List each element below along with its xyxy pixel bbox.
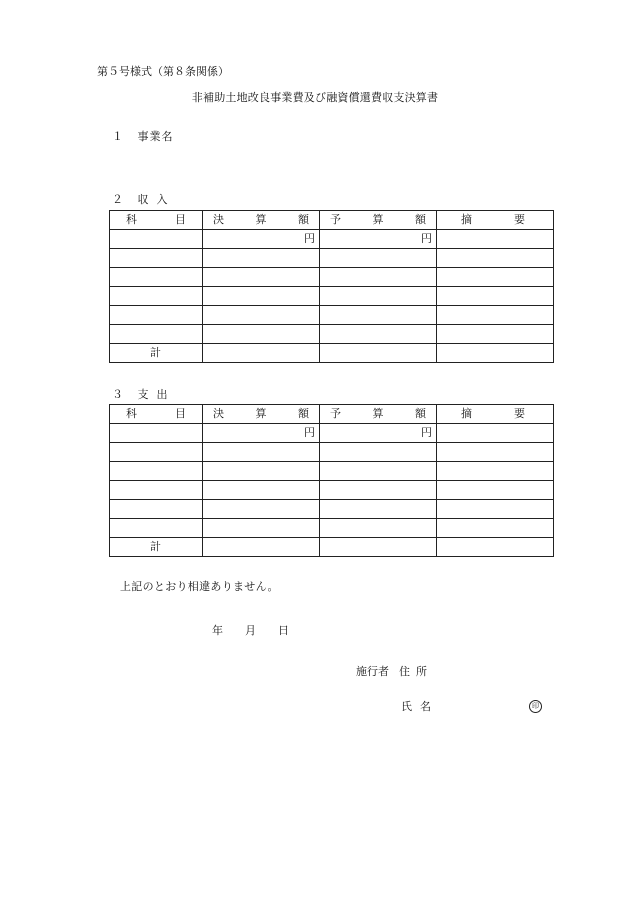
cell-item[interactable] xyxy=(110,500,203,519)
cell-budget-amount[interactable] xyxy=(320,443,437,462)
cell-remarks[interactable] xyxy=(437,500,554,519)
cell-item[interactable] xyxy=(110,462,203,481)
section-income xyxy=(112,193,176,207)
header-settled-amount: 決算額 xyxy=(203,211,320,230)
cell-item[interactable] xyxy=(110,519,203,538)
table-row xyxy=(110,249,554,268)
cell-settled-amount[interactable] xyxy=(203,500,320,519)
cell-item[interactable] xyxy=(110,268,203,287)
cell-settled-amount[interactable] xyxy=(203,325,320,344)
cell-remarks[interactable] xyxy=(437,249,554,268)
income-table xyxy=(109,210,554,363)
section-number: ３ xyxy=(112,388,123,401)
header-budget-amount: 予算額 xyxy=(320,211,437,230)
section-label: 支出 xyxy=(137,388,176,401)
address-label: 住所 xyxy=(399,665,433,678)
cell-settled-amount[interactable] xyxy=(203,249,320,268)
section-expenditure xyxy=(112,388,176,402)
cell-budget-amount[interactable]: 円 xyxy=(320,230,437,249)
cell-remarks[interactable] xyxy=(437,519,554,538)
cell-settled-amount[interactable] xyxy=(203,268,320,287)
confirmation-statement: 上記のとおり相違ありません。 xyxy=(120,580,279,593)
year-label: 年 xyxy=(212,624,223,637)
cell-item[interactable] xyxy=(110,230,203,249)
month-label: 月 xyxy=(245,624,256,637)
total-label: 計 xyxy=(110,344,203,363)
table-row xyxy=(110,519,554,538)
cell-budget-total[interactable] xyxy=(320,344,437,363)
cell-budget-amount[interactable] xyxy=(320,306,437,325)
table-total-row xyxy=(110,538,554,557)
day-label: 日 xyxy=(278,624,289,637)
cell-remarks[interactable] xyxy=(437,287,554,306)
header-budget-amount: 予算額 xyxy=(320,405,437,424)
cell-remarks[interactable] xyxy=(437,306,554,325)
cell-budget-total[interactable] xyxy=(320,538,437,557)
cell-budget-amount[interactable] xyxy=(320,462,437,481)
cell-remarks[interactable] xyxy=(437,230,554,249)
applicant-name-label: 氏名 xyxy=(401,700,439,713)
cell-settled-total[interactable] xyxy=(203,344,320,363)
cell-budget-amount[interactable]: 円 xyxy=(320,424,437,443)
table-header-row xyxy=(110,405,554,424)
cell-settled-amount[interactable] xyxy=(203,462,320,481)
cell-remarks[interactable] xyxy=(437,344,554,363)
cell-remarks[interactable] xyxy=(437,538,554,557)
cell-item[interactable] xyxy=(110,424,203,443)
header-remarks: 摘要 xyxy=(437,405,554,424)
cell-settled-amount[interactable] xyxy=(203,443,320,462)
cell-budget-amount[interactable] xyxy=(320,481,437,500)
cell-remarks[interactable] xyxy=(437,481,554,500)
table-total-row xyxy=(110,344,554,363)
table-row xyxy=(110,462,554,481)
form-number: 第５号様式（第８条関係） xyxy=(97,65,229,78)
applicant-address xyxy=(356,665,433,679)
section-number: １ xyxy=(112,130,123,143)
total-label: 計 xyxy=(110,538,203,557)
table-row xyxy=(110,443,554,462)
table-row xyxy=(110,268,554,287)
cell-settled-amount[interactable]: 円 xyxy=(203,424,320,443)
cell-remarks[interactable] xyxy=(437,424,554,443)
cell-settled-amount[interactable] xyxy=(203,306,320,325)
cell-item[interactable] xyxy=(110,249,203,268)
cell-item[interactable] xyxy=(110,306,203,325)
cell-budget-amount[interactable] xyxy=(320,500,437,519)
date-line xyxy=(190,624,289,638)
table-row xyxy=(110,325,554,344)
seal-mark: 印 xyxy=(529,700,542,713)
cell-item[interactable] xyxy=(110,287,203,306)
section-number: ２ xyxy=(112,193,123,206)
cell-item[interactable] xyxy=(110,443,203,462)
table-header-row xyxy=(110,211,554,230)
header-settled-amount: 決算額 xyxy=(203,405,320,424)
cell-budget-amount[interactable] xyxy=(320,519,437,538)
cell-settled-amount[interactable] xyxy=(203,287,320,306)
document-title: 非補助土地改良事業費及び融資償還費収支決算書 xyxy=(191,91,439,104)
cell-settled-total[interactable] xyxy=(203,538,320,557)
cell-budget-amount[interactable] xyxy=(320,325,437,344)
table-row xyxy=(110,424,554,443)
expenditure-table xyxy=(109,404,554,557)
section-label: 収入 xyxy=(137,193,176,206)
cell-settled-amount[interactable] xyxy=(203,481,320,500)
cell-settled-amount[interactable]: 円 xyxy=(203,230,320,249)
header-item: 科目 xyxy=(110,405,203,424)
cell-item[interactable] xyxy=(110,325,203,344)
table-row xyxy=(110,230,554,249)
cell-remarks[interactable] xyxy=(437,325,554,344)
applicant-role-label: 施行者 xyxy=(356,665,389,678)
cell-settled-amount[interactable] xyxy=(203,519,320,538)
cell-budget-amount[interactable] xyxy=(320,249,437,268)
cell-item[interactable] xyxy=(110,481,203,500)
section-label: 事業名 xyxy=(137,130,174,143)
cell-budget-amount[interactable] xyxy=(320,268,437,287)
table-row xyxy=(110,481,554,500)
cell-remarks[interactable] xyxy=(437,443,554,462)
table-row xyxy=(110,306,554,325)
cell-remarks[interactable] xyxy=(437,462,554,481)
table-row xyxy=(110,287,554,306)
cell-remarks[interactable] xyxy=(437,268,554,287)
table-row xyxy=(110,500,554,519)
cell-budget-amount[interactable] xyxy=(320,287,437,306)
header-remarks: 摘要 xyxy=(437,211,554,230)
section-project-name xyxy=(112,130,174,144)
header-item: 科目 xyxy=(110,211,203,230)
